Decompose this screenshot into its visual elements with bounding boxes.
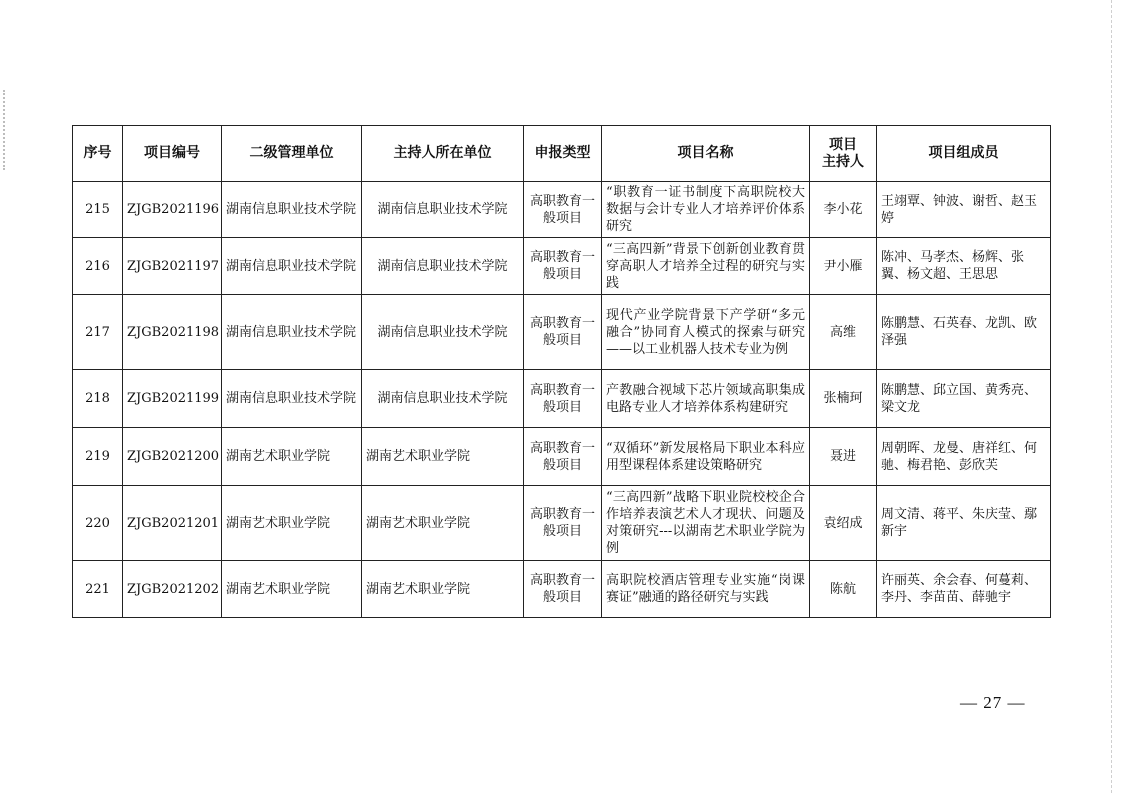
- cell-seq: 217: [73, 295, 123, 370]
- cell-project-name: 现代产业学院背景下产学研“多元融合”协同育人模式的探索与研究——以工业机器人技术专业为例: [602, 295, 810, 370]
- header-project-name: 项目名称: [602, 126, 810, 182]
- cell-host: 尹小雁: [810, 238, 877, 295]
- cell-host-unit: 湖南信息职业技术学院: [362, 370, 524, 428]
- cell-apply-type: 高职教育一般项目: [524, 486, 602, 561]
- cell-members: 周文清、蒋平、朱庆莹、鄢新宇: [877, 486, 1051, 561]
- header-members: 项目组成员: [877, 126, 1051, 182]
- table-row: [73, 428, 1051, 486]
- table-row: [73, 182, 1051, 238]
- cell-seq: 219: [73, 428, 123, 486]
- header-host-unit: 主持人所在单位: [362, 126, 524, 182]
- cell-members: 王翊覃、钟波、谢哲、赵玉婷: [877, 182, 1051, 238]
- cell-project-code: ZJGB2021196: [123, 182, 222, 238]
- cell-seq: 221: [73, 561, 123, 618]
- header-project-code: 项目编号: [123, 126, 222, 182]
- cell-apply-type: 高职教育一般项目: [524, 182, 602, 238]
- cell-project-name: 高职院校酒店管理专业实施“岗课赛证”融通的路径研究与实践: [602, 561, 810, 618]
- cell-project-code: ZJGB2021200: [123, 428, 222, 486]
- cell-project-code: ZJGB2021199: [123, 370, 222, 428]
- cell-seq: 215: [73, 182, 123, 238]
- header-apply-type: 申报类型: [524, 126, 602, 182]
- cell-secondary-unit: 湖南艺术职业学院: [222, 428, 362, 486]
- cell-secondary-unit: 湖南艺术职业学院: [222, 561, 362, 618]
- cell-seq: 218: [73, 370, 123, 428]
- project-list-table: [72, 125, 1051, 618]
- cell-host: 张楠珂: [810, 370, 877, 428]
- cell-host-unit: 湖南艺术职业学院: [362, 486, 524, 561]
- table-header-row: [73, 126, 1051, 182]
- cell-project-code: ZJGB2021201: [123, 486, 222, 561]
- cell-secondary-unit: 湖南信息职业技术学院: [222, 182, 362, 238]
- cell-project-name: “双循环”新发展格局下职业本科应用型课程体系建设策略研究: [602, 428, 810, 486]
- header-host-line1: 项目: [829, 136, 857, 153]
- cell-members: 陈鹏慧、邱立国、黄秀亮、梁文龙: [877, 370, 1051, 428]
- cell-project-code: ZJGB2021198: [123, 295, 222, 370]
- cell-seq: 216: [73, 238, 123, 295]
- header-host: [810, 126, 877, 182]
- cell-host-unit: 湖南信息职业技术学院: [362, 295, 524, 370]
- cell-project-code: ZJGB2021202: [123, 561, 222, 618]
- cell-host-unit: 湖南信息职业技术学院: [362, 238, 524, 295]
- cell-secondary-unit: 湖南信息职业技术学院: [222, 238, 362, 295]
- page-edge-line: [1111, 0, 1112, 793]
- header-secondary-unit: 二级管理单位: [222, 126, 362, 182]
- cell-project-name: “职教育一证书制度下高职院校大数据与会计专业人才培养评价体系研究: [602, 182, 810, 238]
- cell-members: 周朝晖、龙曼、唐祥红、何驰、梅君艳、彭欣芙: [877, 428, 1051, 486]
- cell-project-name: 产教融合视域下芯片领域高职集成电路专业人才培养体系构建研究: [602, 370, 810, 428]
- cell-apply-type: 高职教育一般项目: [524, 370, 602, 428]
- table-row: [73, 370, 1051, 428]
- cell-project-code: ZJGB2021197: [123, 238, 222, 295]
- cell-host: 袁绍成: [810, 486, 877, 561]
- cell-apply-type: 高职教育一般项目: [524, 428, 602, 486]
- cell-project-name: “三高四新”战略下职业院校校企合作培养表演艺术人才现状、问题及对策研究---以湖南艺术职业学院为例: [602, 486, 810, 561]
- page-number: — 27 —: [960, 693, 1026, 712]
- cell-host-unit: 湖南信息职业技术学院: [362, 182, 524, 238]
- table-row: [73, 486, 1051, 561]
- cell-members: 陈冲、马孝杰、杨辉、张翼、杨文超、王思思: [877, 238, 1051, 295]
- table-row: [73, 561, 1051, 618]
- table-row: [73, 295, 1051, 370]
- cell-apply-type: 高职教育一般项目: [524, 238, 602, 295]
- cell-project-name: “三高四新”背景下创新创业教育贯穿高职人才培养全过程的研究与实践: [602, 238, 810, 295]
- scan-edge-mark: [3, 90, 5, 170]
- header-host-line2: 主持人: [822, 153, 864, 170]
- cell-host: 李小花: [810, 182, 877, 238]
- cell-apply-type: 高职教育一般项目: [524, 561, 602, 618]
- cell-host-unit: 湖南艺术职业学院: [362, 428, 524, 486]
- cell-apply-type: 高职教育一般项目: [524, 295, 602, 370]
- cell-secondary-unit: 湖南信息职业技术学院: [222, 295, 362, 370]
- cell-host: 聂进: [810, 428, 877, 486]
- cell-host: 高维: [810, 295, 877, 370]
- cell-secondary-unit: 湖南艺术职业学院: [222, 486, 362, 561]
- cell-host-unit: 湖南艺术职业学院: [362, 561, 524, 618]
- cell-members: 许丽英、余会春、何蔓莉、李丹、李苗苗、薛驰宇: [877, 561, 1051, 618]
- cell-host: 陈航: [810, 561, 877, 618]
- table-row: [73, 238, 1051, 295]
- cell-secondary-unit: 湖南信息职业技术学院: [222, 370, 362, 428]
- cell-seq: 220: [73, 486, 123, 561]
- cell-members: 陈鹏慧、石英春、龙凯、欧泽强: [877, 295, 1051, 370]
- header-seq: 序号: [73, 126, 123, 182]
